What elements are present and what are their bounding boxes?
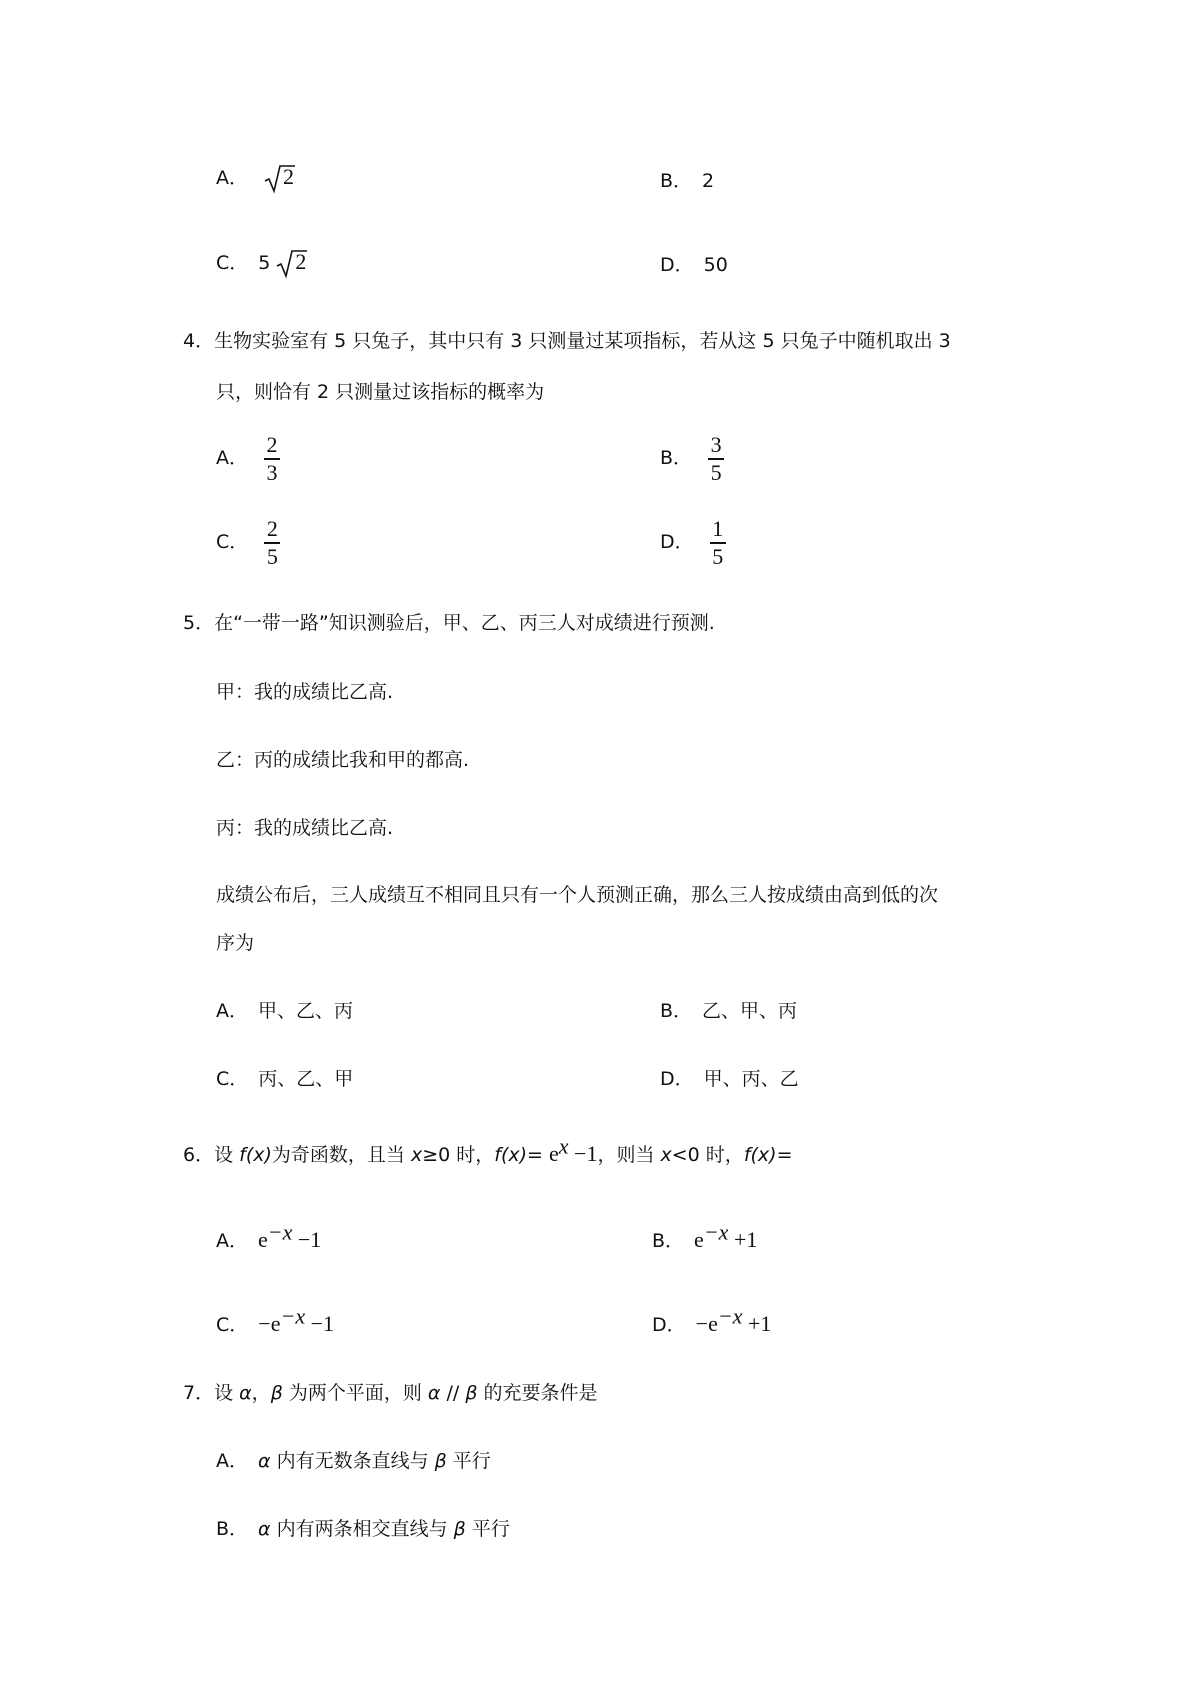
denominator: 5 bbox=[710, 459, 722, 485]
q4-option-a bbox=[216, 432, 280, 486]
exponent: −x bbox=[717, 1303, 743, 1329]
q5-statement-bing: 丙：我的成绩比乙高. bbox=[216, 817, 394, 839]
option-text: 丙、乙、甲 bbox=[258, 1068, 354, 1090]
q6-option-c bbox=[216, 1303, 335, 1337]
stem-text: 7．设 bbox=[183, 1382, 240, 1404]
coefficient: 5 bbox=[258, 252, 271, 274]
q3-option-d bbox=[660, 250, 728, 277]
q5-condition-line1: 成绩公布后，三人成绩互不相同且只有一个人预测正确，那么三人按成绩由高到低的次 bbox=[216, 884, 939, 906]
q5-statement-yi: 乙：丙的成绩比我和甲的都高. bbox=[216, 749, 470, 771]
math-term: +1 bbox=[728, 1227, 758, 1252]
q4-stem-line1: 4．生物实验室有 5 只兔子，其中只有 3 只测量过某项指标，若从这 5 只兔子中随机取出 3 bbox=[183, 330, 951, 352]
exponent: −x bbox=[703, 1219, 729, 1245]
q4-option-c bbox=[216, 516, 280, 570]
q6-option-d bbox=[652, 1303, 772, 1337]
option-label: D． bbox=[660, 531, 694, 554]
q5-statement-jia: 甲：我的成绩比乙高. bbox=[216, 681, 394, 703]
numerator: 2 bbox=[266, 432, 278, 457]
stem-text: ≥0 时， bbox=[422, 1144, 495, 1166]
q3-option-b bbox=[660, 166, 714, 193]
denominator: 3 bbox=[266, 459, 278, 485]
option-text: 乙、甲、丙 bbox=[702, 1000, 798, 1022]
radicand: 2 bbox=[295, 249, 307, 274]
numerator: 3 bbox=[710, 432, 722, 457]
q4-stem-line2: 只，则恰有 2 只测量过该指标的概率为 bbox=[216, 381, 545, 403]
option-text: 甲、乙、丙 bbox=[258, 1000, 354, 1022]
stem-text: 的充要条件是 bbox=[477, 1382, 598, 1404]
stem-text: ， bbox=[251, 1382, 271, 1404]
option-value: 2 bbox=[702, 170, 715, 192]
option-label: A． bbox=[216, 1450, 248, 1472]
option-label: A． bbox=[216, 447, 248, 470]
fraction bbox=[264, 516, 280, 570]
option-text: 平行 bbox=[465, 1518, 510, 1540]
function-expr: f(x) bbox=[239, 1144, 272, 1166]
option-text: 甲、丙、乙 bbox=[703, 1068, 799, 1090]
stem-text: 6．设 bbox=[183, 1144, 240, 1166]
stem-text: 为奇函数，且当 bbox=[271, 1144, 411, 1166]
q3-option-a bbox=[216, 163, 294, 194]
option-label: D． bbox=[652, 1314, 686, 1336]
option-label: A． bbox=[216, 1230, 248, 1252]
q5-stem: 5．在“一带一路”知识测验后，甲、乙、丙三人对成绩进行预测. bbox=[183, 612, 715, 634]
option-text: 平行 bbox=[446, 1450, 491, 1472]
option-label: C． bbox=[216, 1314, 249, 1336]
math-term: +1 bbox=[742, 1311, 772, 1336]
exponent: −x bbox=[267, 1219, 293, 1245]
option-label: B． bbox=[652, 1230, 685, 1252]
radicand: 2 bbox=[283, 164, 295, 189]
exp-base: e bbox=[258, 1227, 268, 1252]
q5-condition-line2: 序为 bbox=[216, 932, 255, 954]
option-label: D． bbox=[660, 1068, 694, 1090]
exponent: x bbox=[558, 1133, 569, 1159]
q7-stem bbox=[183, 1378, 598, 1405]
option-value: 50 bbox=[703, 254, 728, 276]
numerator: 2 bbox=[266, 516, 278, 541]
option-label: C． bbox=[216, 252, 249, 274]
denominator: 5 bbox=[712, 543, 724, 569]
option-label: D． bbox=[660, 254, 694, 276]
q5-option-c bbox=[216, 1064, 353, 1091]
greek-alpha: α bbox=[427, 1382, 441, 1404]
q4-option-b bbox=[660, 432, 724, 486]
function-expr: f(x) bbox=[494, 1144, 528, 1166]
variable: x bbox=[410, 1144, 423, 1166]
option-label: C． bbox=[216, 531, 249, 554]
option-text: 内有无数条直线与 bbox=[270, 1450, 435, 1472]
greek-alpha: α bbox=[258, 1518, 271, 1540]
greek-beta: β bbox=[453, 1518, 466, 1540]
greek-beta: β bbox=[434, 1450, 447, 1472]
variable: x bbox=[660, 1144, 672, 1166]
exp-base: e bbox=[549, 1141, 559, 1166]
q3-option-c bbox=[216, 248, 306, 279]
exp-base: e bbox=[270, 1311, 281, 1336]
option-label: A． bbox=[216, 167, 248, 189]
sign: − bbox=[258, 1311, 271, 1336]
greek-beta: β bbox=[465, 1382, 478, 1404]
fraction bbox=[264, 432, 280, 486]
option-label: B． bbox=[660, 447, 693, 470]
stem-text: <0 时， bbox=[671, 1144, 744, 1166]
math-term: −1 bbox=[568, 1141, 598, 1166]
greek-beta: β bbox=[270, 1382, 283, 1404]
sign: − bbox=[695, 1311, 709, 1336]
q5-option-a bbox=[216, 996, 353, 1023]
q5-option-d bbox=[660, 1064, 799, 1091]
fraction bbox=[708, 432, 724, 486]
exp-base: e bbox=[694, 1227, 704, 1252]
exponent: −x bbox=[280, 1303, 306, 1329]
q7-option-a bbox=[216, 1446, 491, 1473]
denominator: 5 bbox=[266, 543, 278, 569]
option-text: 内有两条相交直线与 bbox=[270, 1518, 454, 1540]
parallel-symbol: // bbox=[440, 1382, 466, 1404]
q7-option-b bbox=[216, 1514, 510, 1541]
option-label: B． bbox=[660, 170, 693, 192]
stem-text: = bbox=[527, 1144, 549, 1166]
function-expr: f(x) bbox=[743, 1144, 777, 1166]
numerator: 1 bbox=[712, 516, 724, 541]
q4-option-d bbox=[660, 516, 726, 570]
stem-text: = bbox=[776, 1144, 793, 1166]
option-label: C． bbox=[216, 1068, 249, 1090]
greek-alpha: α bbox=[239, 1382, 252, 1404]
math-term: −1 bbox=[305, 1311, 335, 1336]
q5-option-b bbox=[660, 996, 797, 1023]
exp-base: e bbox=[708, 1311, 718, 1336]
q6-option-a bbox=[216, 1219, 322, 1253]
q6-stem bbox=[183, 1133, 793, 1167]
q6-option-b bbox=[652, 1219, 758, 1253]
fraction bbox=[710, 516, 726, 570]
option-label: B． bbox=[216, 1518, 249, 1540]
stem-text: ，则当 bbox=[597, 1144, 661, 1166]
math-term: −1 bbox=[292, 1227, 322, 1252]
option-label: B． bbox=[660, 1000, 693, 1022]
option-label: A． bbox=[216, 1000, 248, 1022]
stem-text: 为两个平面，则 bbox=[282, 1382, 428, 1404]
greek-alpha: α bbox=[258, 1450, 271, 1472]
